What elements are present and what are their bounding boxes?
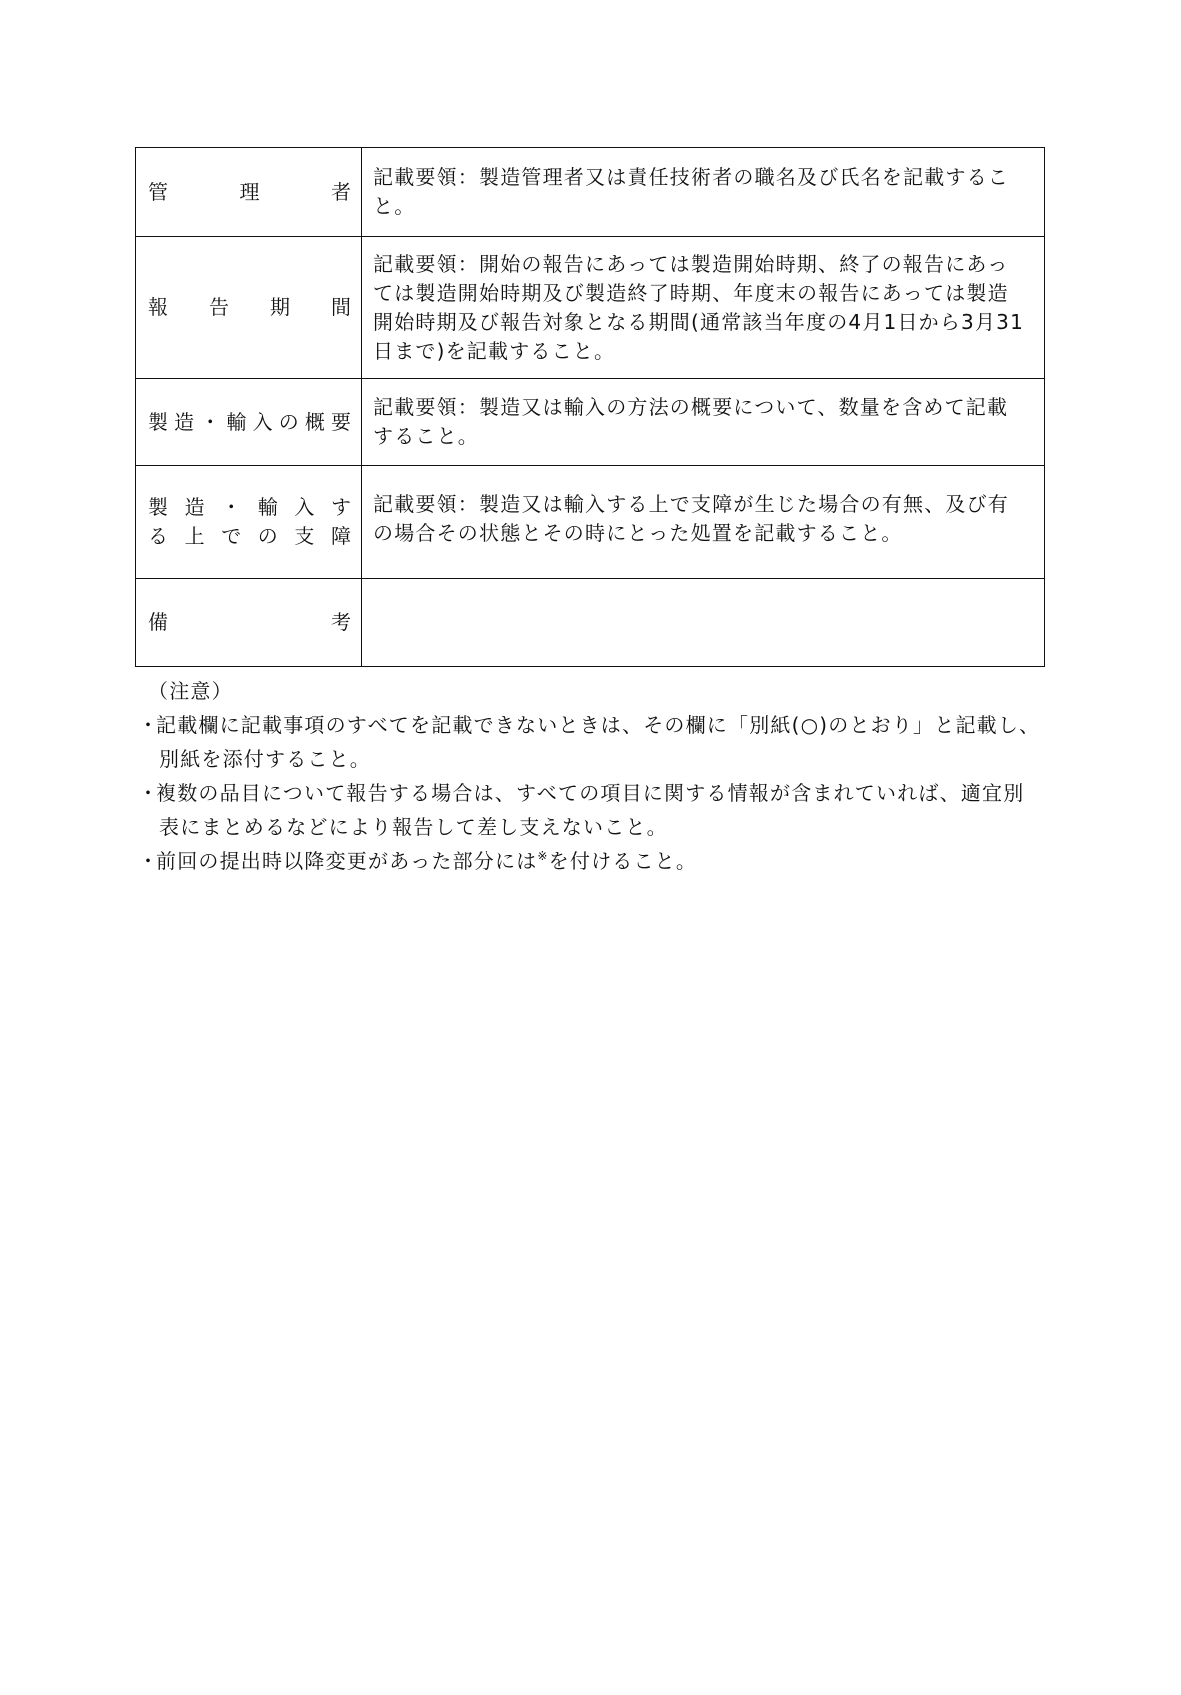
label-char: 概 [304,409,325,434]
note-line: 表にまとめるなどにより報告して差し支えないこと。 [159,815,668,839]
text-line: 開始時期及び報告対象となる期間(通常該当年度の4月1日から3月31 [373,309,1025,334]
note-text: 前回の提出時以降変更があった部分には [156,849,538,873]
text-line: 日まで)を記載すること。 [373,338,616,363]
label-char: 間 [331,295,351,319]
table-row-obstacles [136,466,1045,579]
label-char: 入 [294,495,315,519]
text-line: 記載要領：開始の報告にあっては製造開始時期、終了の報告にあっ [373,251,1009,276]
bullet-icon: ・ [138,849,160,873]
label-char: 理 [239,179,260,204]
bullet-icon: ・ [138,713,160,737]
label-char: ・ [200,409,221,434]
label-char: 入 [252,409,273,434]
label-line [148,493,351,522]
label-char: 支 [294,524,315,548]
row-label-obstacles [136,466,362,579]
label-char: の [278,409,299,434]
label-char: 備 [148,610,168,634]
instruction-text [373,163,1034,221]
text-line: 記載要領：製造又は輸入の方法の概要について、数量を含めて記載 [373,395,1009,419]
text-line: 記載要領：製造又は輸入する上で支障が生じた場合の有無、及び有 [373,492,1009,516]
label-char: 者 [331,179,351,204]
note-line [156,844,1058,878]
bullet-icon: ・ [138,781,160,805]
note-line: 記載欄に記載事項のすべてを記載できないときは、その欄に「別紙(○)のとおり」と記載し、 [156,713,1041,737]
label-char: 上 [184,524,205,548]
row-label-remarks [136,579,362,667]
table-row-manager [136,148,1045,237]
notes-section [138,674,1058,878]
label-char: 管 [148,179,168,204]
label-char: す [330,495,351,519]
row-value-overview[interactable] [362,379,1045,466]
label-char: 造 [174,409,195,434]
label-char: 輸 [257,495,278,519]
label-char: 期 [270,295,290,319]
note-line: 別紙を添付すること。 [159,747,371,771]
text-line: と。 [373,194,416,218]
label-char: 報 [148,295,168,319]
text-line: の場合その状態とその時にとった処置を記載すること。 [373,521,903,545]
note-item [138,708,1058,776]
label-line [148,608,351,637]
text-line: 記載要領：製造管理者又は責任技術者の職名及び氏名を記載するこ [373,165,1009,189]
label-line [148,178,351,207]
label-char: る [148,524,168,548]
label-char: ・ [221,495,242,519]
instruction-text [373,490,1034,548]
text-line: すること。 [373,424,479,448]
label-char: 考 [331,610,351,634]
label-char: 告 [209,295,229,319]
row-value-obstacles[interactable] [362,466,1045,579]
row-value-report-period[interactable] [362,237,1045,379]
table-row-report-period [136,237,1045,379]
row-value-remarks[interactable] [362,579,1045,667]
row-label-manager [136,148,362,237]
label-char: で [221,524,242,548]
table-row-remarks [136,579,1045,667]
label-char: 製 [148,495,168,519]
label-char: 障 [330,524,351,548]
note-item [138,776,1058,844]
table-row-overview [136,379,1045,466]
text-line: ては製造開始時期及び製造終了時期、年度末の報告にあっては製造 [373,280,1009,305]
row-value-manager[interactable] [362,148,1045,237]
label-line [148,522,351,551]
reference-mark-icon: ※ [537,849,549,863]
label-char: 造 [184,495,205,519]
instruction-text [373,393,1034,451]
label-char: の [257,524,278,548]
instruction-text [373,250,1034,366]
label-line [148,293,351,322]
label-char: 輸 [226,409,247,434]
note-item [138,844,1058,878]
label-char: 製 [148,409,168,434]
note-text: を付けること。 [548,849,698,873]
notes-title: （注意） [148,679,233,703]
label-line [148,408,351,437]
row-label-overview [136,379,362,466]
row-label-report-period [136,237,362,379]
note-line: 複数の品目について報告する場合は、すべての項目に関する情報が含まれていれば、適宜別 [156,781,1025,805]
report-form-table [135,147,1045,667]
label-char: 要 [330,409,351,434]
